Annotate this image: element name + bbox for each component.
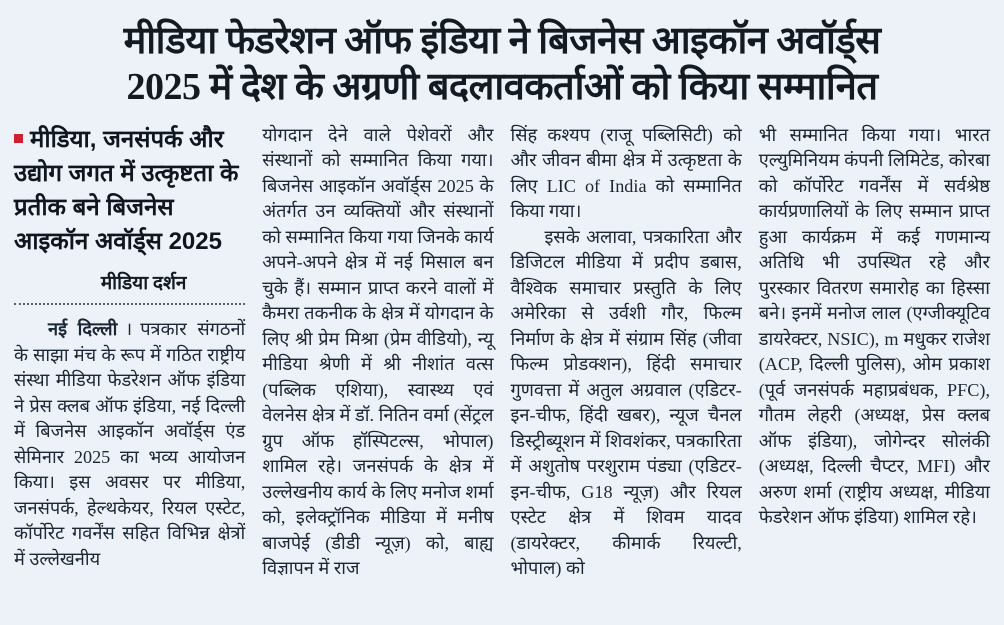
body-paragraph: सिंह कश्यप (राजू पब्लिसिटी) को और जीवन बीमा क्षेत्र में उत्कृष्टता के लिए LIC of India को सम्मानित किया गया।: [510, 124, 742, 222]
paragraph-text: पत्रकार संगठनों के साझा मंच के रूप में गठित राष्ट्रीय संस्था मीडिया फेडरेशन ऑफ इंडिया ने प्रेस क्लब ऑफ इंडिया, नई दिल्ली में बिजनेस आइकॉन अवॉर्ड्स एंड सेमिनार 2025 का भव्य आयोजन किया। इस अवसर पर मीडिया, जनसंपर्क, हेल्थकेयर, रियल एस्टेट, कॉर्पोरेट गवर्नेंस सहित विभिन्न क्षेत्रों में उल्लेखनीय: [14, 319, 246, 569]
byline: मीडिया दर्शन: [100, 273, 187, 295]
article-headline: [14, 18, 990, 111]
article-columns: [14, 121, 990, 582]
column-4: [759, 123, 990, 531]
dateline: नई दिल्ली: [48, 319, 118, 340]
dotted-divider: [14, 303, 245, 305]
headline-line-2: 2025 में देश के अग्रणी बदलावकर्ताओं को किया सम्मानित: [126, 66, 878, 109]
headline-line-1: मीडिया फेडरेशन ऑफ इंडिया ने बिजनेस आइकॉन अवॉर्ड्स: [123, 20, 881, 62]
column-3: [511, 123, 742, 582]
standfirst: [14, 123, 245, 259]
red-square-bullet-icon: [14, 134, 23, 143]
column-1: [14, 121, 245, 572]
dateline-separator: ।: [125, 319, 133, 340]
column-2: [262, 123, 493, 582]
body-paragraph: [14, 317, 245, 572]
standfirst-text: मीडिया, जनसंपर्क और उद्योग जगत में उत्कृष्टता के प्रतीक बने बिजनेस आइकॉन अवॉर्ड्स 2025: [14, 125, 239, 255]
body-paragraph: इसके अलावा, पत्रकारिता और डिजिटल मीडिया में प्रदीप डबास, वैश्विक समाचार प्रस्तुति के लिए अमेरिका से उर्वशी गौर, फिल्म निर्माण के क्षेत्र में संग्राम सिंह (जीवा फिल्म प्रोडक्शन), हिंदी समाचार गुणवत्ता में अतुल अग्रवाल (एडिटर-इन-चीफ, हिंदी खबर), न्यूज चैनल डिस्ट्रीब्यूशन में शिवशंकर, पत्रकारिता में अशुतोष परशुराम पंड्या (एडिटर-इन-चीफ, G18 न्यूज़) और रियल एस्टेट क्षेत्र में शिवम यादव (डायरेक्टर, कीमार्क रियल्टी, भोपाल) को: [510, 226, 742, 579]
body-paragraph: योगदान देने वाले पेशेवरों और संस्थानों को सम्मानित किया गया। बिजनेस आइकॉन अवॉर्ड्स 2025 के अंतर्गत उन व्यक्तियों और संस्थानों को सम्मानित किया गया जिनके कार्य अपने-अपने क्षेत्र में नई मिसाल बन चुके हैं। सम्मान प्राप्त करने वालों में कैमरा तकनीक के क्षेत्र में योगदान के लिए श्री प्रेम मिश्रा (प्रेम वीडियो), न्यू मीडिया श्रेणी में श्री नीशांत वत्स (पब्लिक एशिया), स्वास्थ्य एवं वेलनेस क्षेत्र में डॉ. नितिन वर्मा (सेंट्रल ग्रुप ऑफ हॉस्पिटल्स, भोपाल) शामिल रहे। जनसंपर्क के क्षेत्र में उल्लेखनीय कार्य के लिए मनोज शर्मा को, इलेक्ट्रॉनिक मीडिया में मनीष बाजपेई (डीडी न्यूज़) को, बाह्य विज्ञापन में राज: [262, 124, 494, 579]
body-paragraph: भी सम्मानित किया गया। भारत एल्युमिनियम कंपनी लिमिटेड, कोरबा को कॉर्पोरेट गवर्नेंस में सर्वश्रेष्ठ कार्यप्रणालियों के लिए सम्मान प्राप्त हुआ कार्यक्रम में कई गणमान्य अतिथि भी उपस्थित रहे और पुरस्कार वितरण समारोह का हिस्सा बने। इनमें मनोज लाल (एग्जीक्यूटिव डायरेक्टर, NSIC), m मधुकर राजेश (ACP, दिल्ली पुलिस), ओम प्रकाश (पूर्व जनसंपर्क महाप्रबंधक, PFC), गौतम लेहरी (अध्यक्ष, प्रेस क्लब ऑफ इंडिया), जोगेन्दर सोलंकी (अध्यक्ष, दिल्ली चैप्टर, MFI) और अरुण शर्मा (राष्ट्रीय अध्यक्ष, मीडिया फेडरेशन ऑफ इंडिया) शामिल रहे।: [758, 124, 990, 528]
